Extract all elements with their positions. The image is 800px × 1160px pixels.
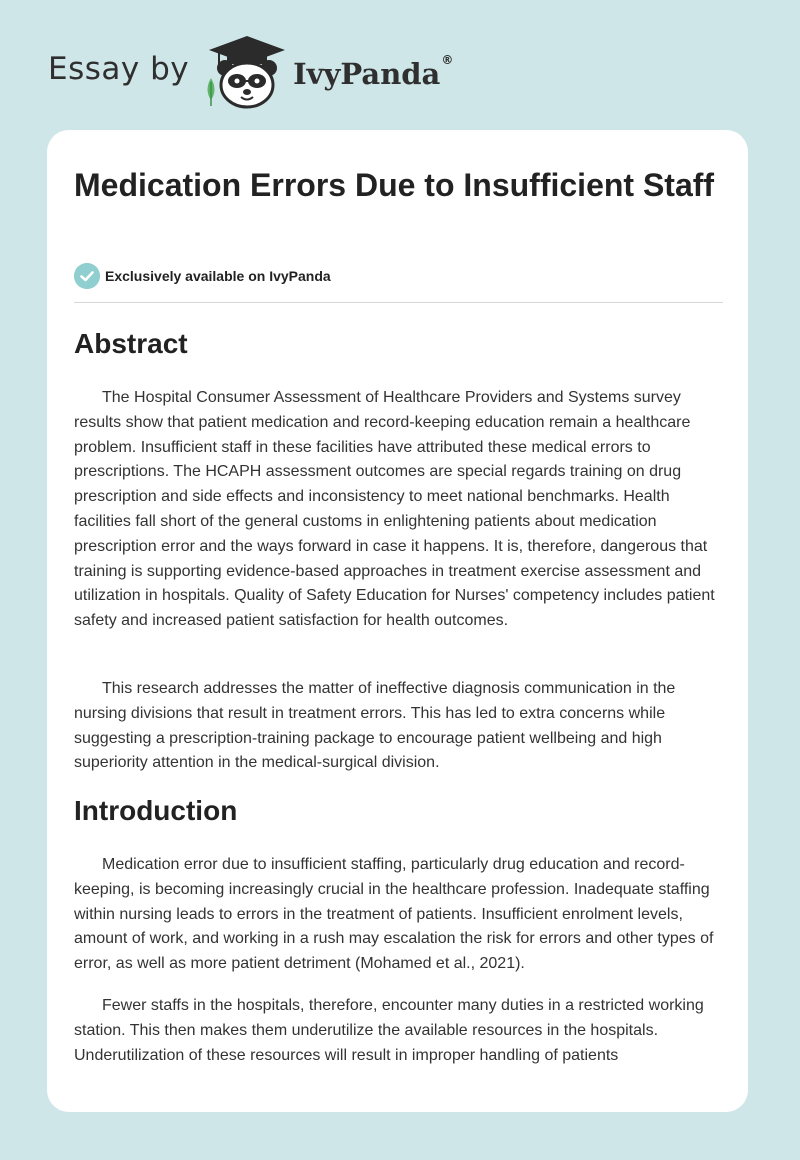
introduction-paragraph-2: Fewer staffs in the hospitals, therefore, encounter many duties in a restricted working station. This then makes them underutilize the available resources in the hospitals. Underutilization of these resources will result in improper handling of patients <box>74 997 704 1064</box>
section-heading-abstract: Abstract <box>74 328 188 359</box>
panda-graduate-logo-icon <box>203 34 291 110</box>
abstract-paragraph-1: The Hospital Consumer Assessment of Healthcare Providers and Systems survey results show that patient medication and record-keeping education remain a healthcare problem. Insufficient staff in these facilities have attributed these medical errors to prescriptions. The HCAPH assessment outcomes are special regards training on drug prescription and side effects and inconsistency to meet national benchmarks. Health facilities fall short of the general customs in enlightening patients about medication prescription error and the ways forward in case it happens. It is, therefore, dangerous that training is supporting evidence-based approaches in treatment exercise assessment and utilization in hospitals. Quality of Safety Education for Nurses' competency includes patient safety and increased patient satisfaction for health outcomes. <box>74 389 715 630</box>
exclusive-label: Exclusively available on IvyPanda <box>105 268 331 284</box>
article-card <box>47 130 748 1112</box>
introduction-paragraph-1: Medication error due to insufficient staffing, particularly drug education and record-keeping, is becoming increasingly crucial in the healthcare profession. Inadequate staffing within nursing leads to errors in the treatment of patients. Insufficient enrolment levels, amount of work, and working in a rush may escalation the risk for errors and other types of error, as well as more patient detriment (Mohamed et al., 2021). <box>74 856 714 973</box>
brand-name: IvyPanda® <box>293 53 454 91</box>
article-title: Medication Errors Due to Insufficient Staff <box>74 167 715 203</box>
abstract-paragraph-2: This research addresses the matter of ineffective diagnosis communication in the nursing divisions that result in treatment errors. This has led to extra concerns while suggesting a prescription-training package to encourage patient wellbeing and high superiority attention in the medical-surgical division. <box>74 680 676 772</box>
title-divider <box>74 302 723 303</box>
section-heading-introduction: Introduction <box>74 795 238 826</box>
registered-mark: ® <box>441 53 454 67</box>
check-circle-icon <box>74 263 100 289</box>
brand-header[interactable] <box>48 32 453 112</box>
exclusive-badge <box>74 263 331 289</box>
brand-prefix: Essay by <box>48 51 190 87</box>
